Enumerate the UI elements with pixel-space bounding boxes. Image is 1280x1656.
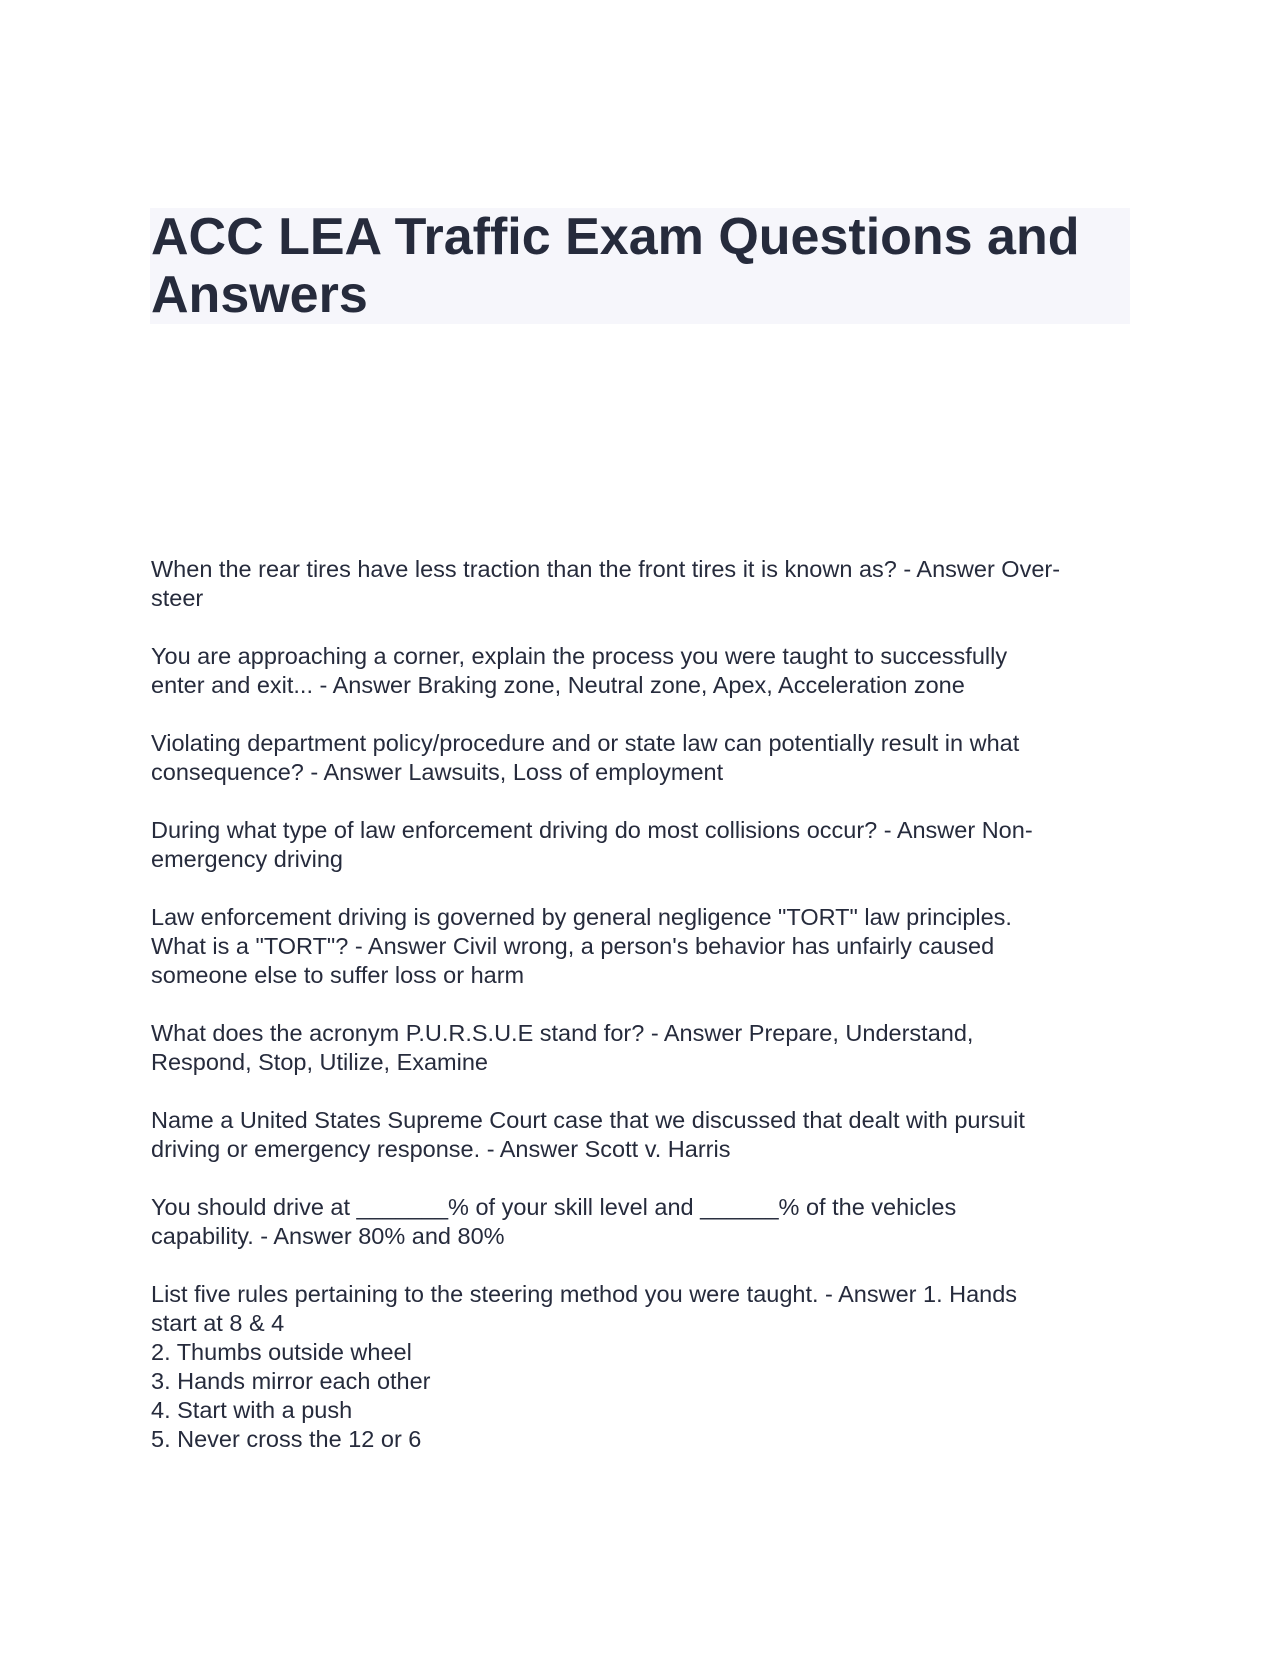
title-block <box>150 208 1130 324</box>
qa-item-2: You are approaching a corner, explain the process you were taught to successfully enter and exit... - Answer Braking zone, Neutral zone, Apex, Acceleration zone <box>151 643 1008 698</box>
qa-item-5: Law enforcement driving is governed by general negligence "TORT" law principles. What is a "TORT"? - Answer Civil wrong, a person's behavior has unfairly caused someone else to suffer loss or harm <box>151 904 1012 988</box>
page-title: ACC LEA Traffic Exam Questions and Answers <box>151 208 1080 324</box>
qa-item-4: During what type of law enforcement driving do most collisions occur? - Answer Non- emergency driving <box>151 817 1033 872</box>
qa-item-9: List five rules pertaining to the steering method you were taught. - Answer 1. Hands start at 8 & 4 2. Thumbs outside wheel 3. Hands mirror each other 4. Start with a push 5. Never cross the 12 or 6 <box>151 1281 1018 1452</box>
qa-list <box>151 555 1131 1483</box>
qa-item-7: Name a United States Supreme Court case that we discussed that dealt with pursuit driving or emergency response. - Answer Scott v. Harris <box>151 1107 1025 1162</box>
qa-item-3: Violating department policy/procedure and or state law can potentially result in what consequence? - Answer Lawsuits, Loss of employment <box>151 730 1020 785</box>
qa-item-6: What does the acronym P.U.R.S.U.E stand for? - Answer Prepare, Understand, Respond, Stop, Utilize, Examine <box>151 1020 974 1075</box>
qa-item-1: When the rear tires have less traction than the front tires it is known as? - Answer Over- steer <box>151 556 1061 611</box>
qa-item-8: You should drive at _______% of your skill level and ______% of the vehicles capability. - Answer 80% and 80% <box>151 1194 957 1249</box>
